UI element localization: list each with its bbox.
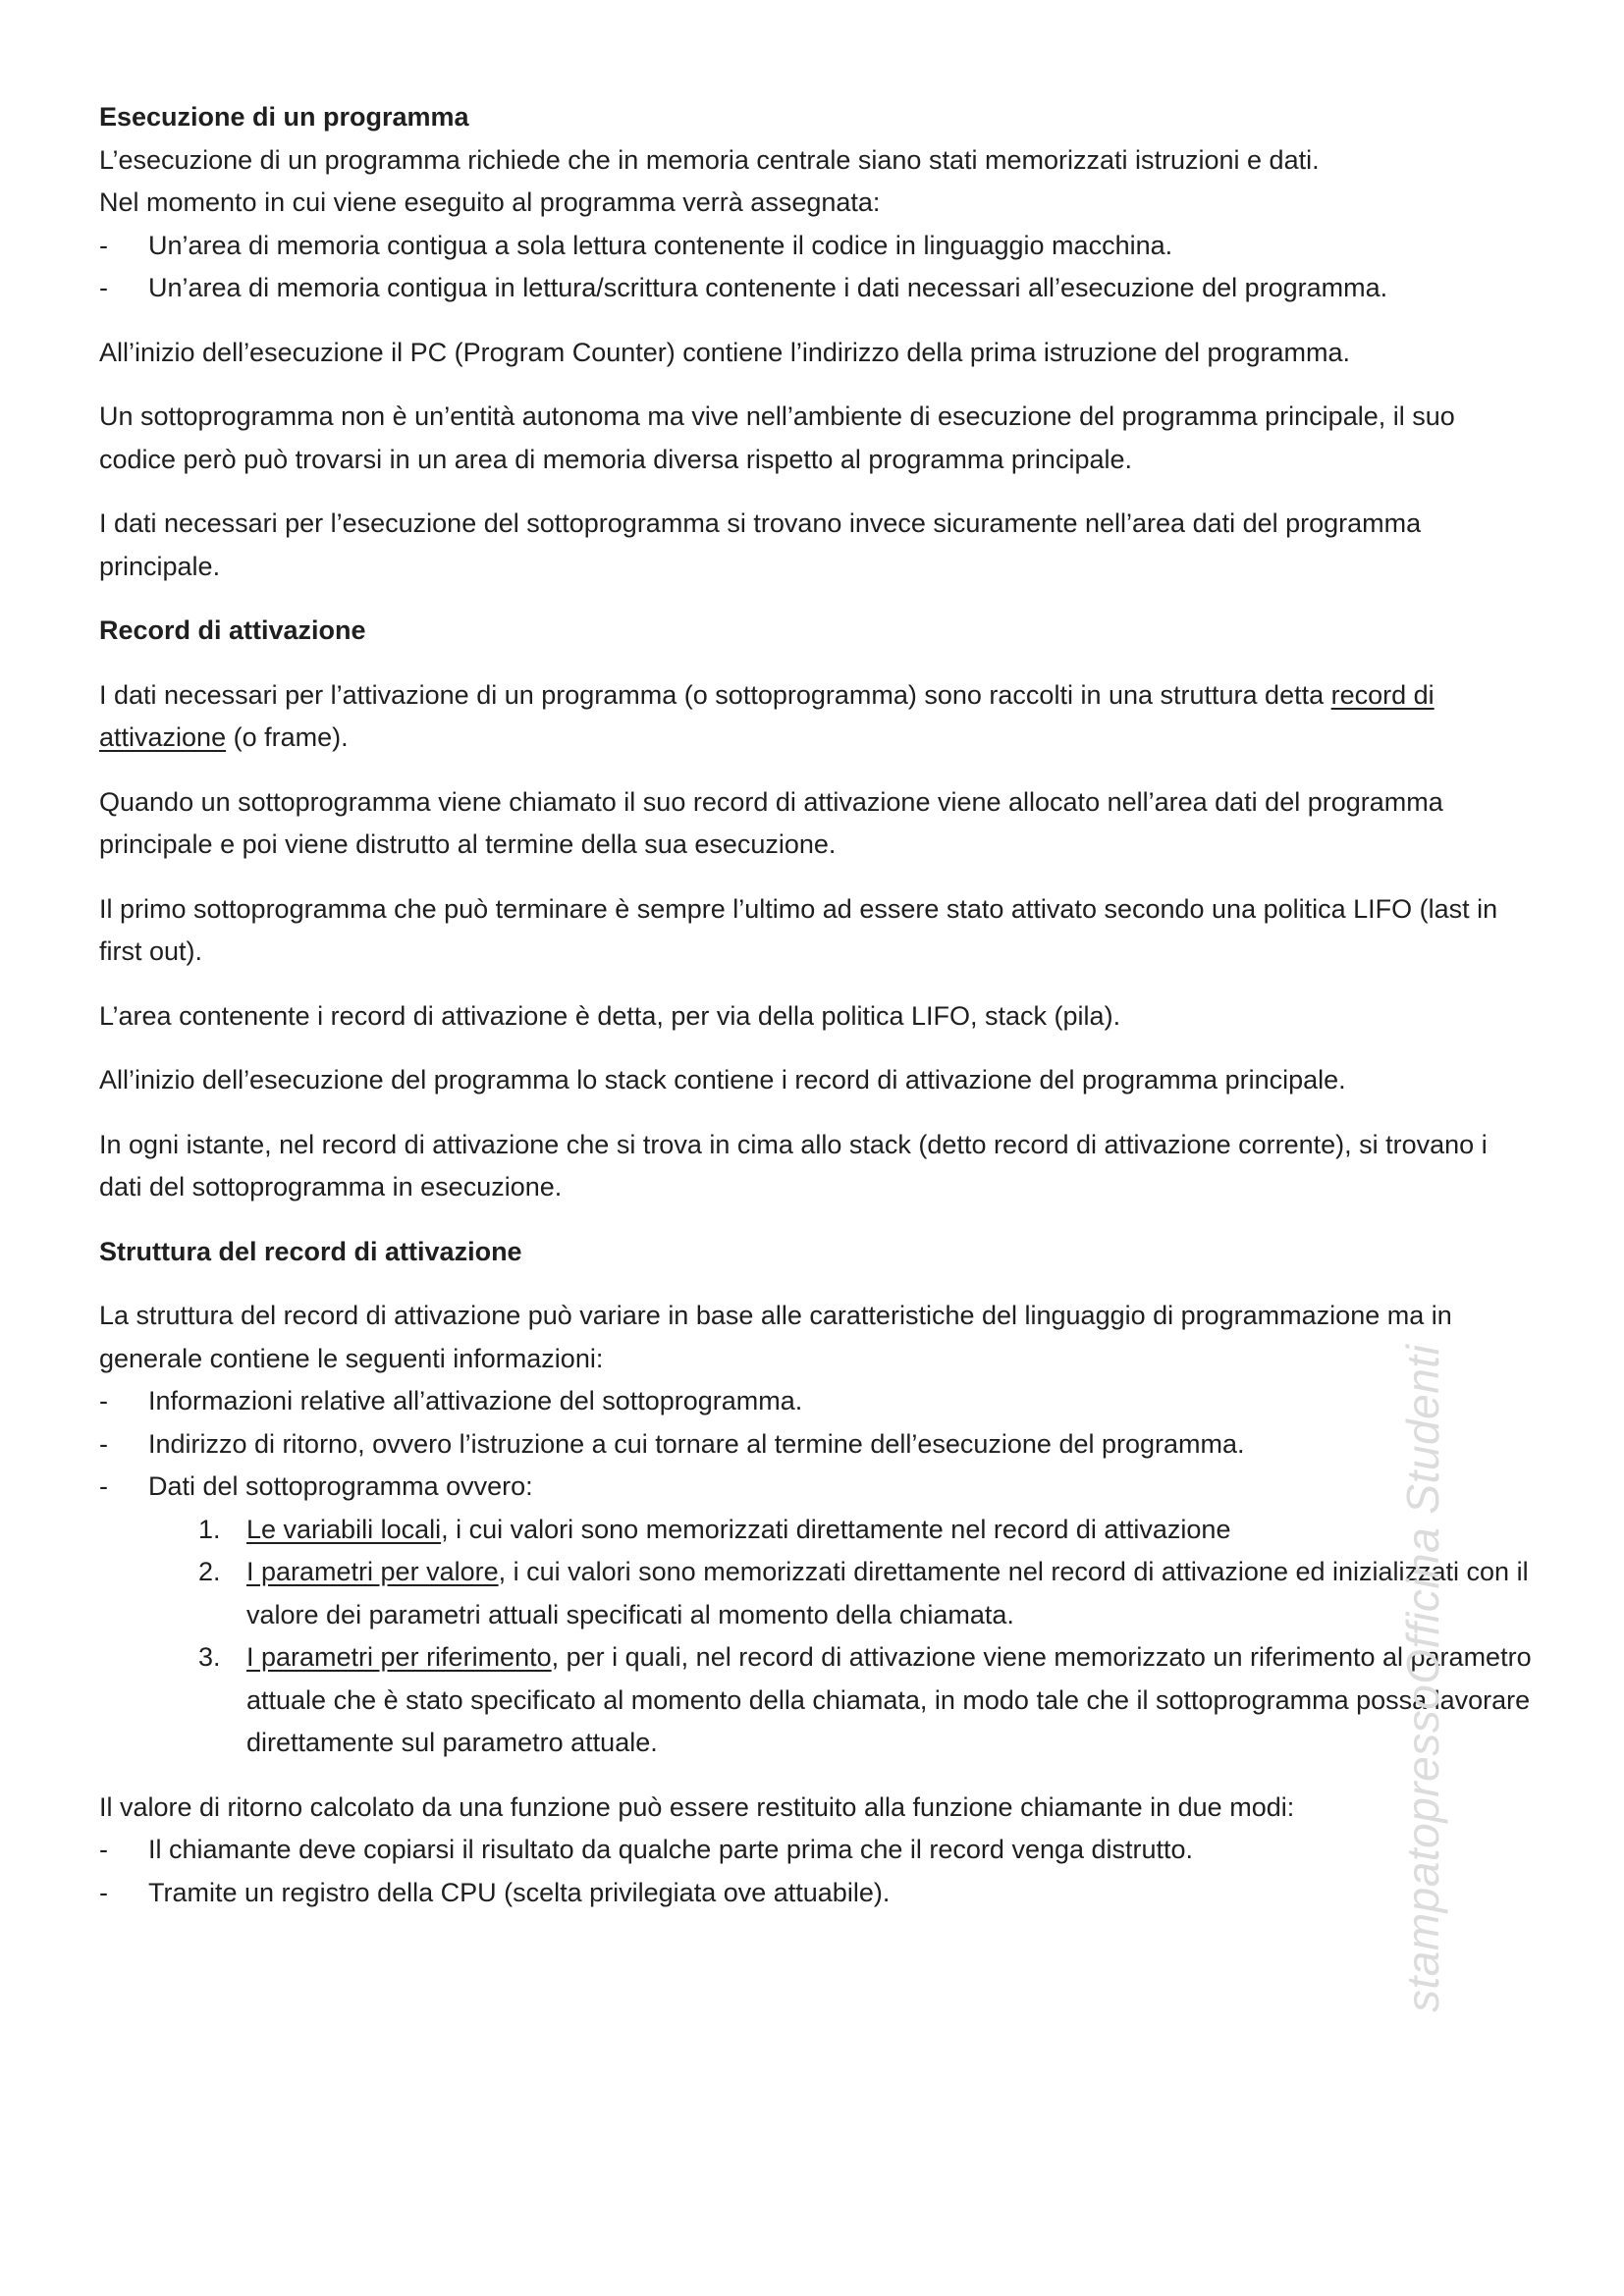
dash-list (99, 1380, 1533, 1509)
list-item: - Indirizzo di ritorno, ovvero l’istruzione a cui tornare al termine dell’esecuzione del programma. (99, 1423, 1533, 1467)
paragraph: L’esecuzione di un programma richiede che in memoria centrale siano stati memorizzati istruzioni e dati. (99, 144, 1320, 175)
paragraph: I dati necessari per l’esecuzione del sottoprogramma si trovano invece sicuramente nell’area dati del programma principale. (99, 508, 1422, 581)
list-item: - Il chiamante deve copiarsi il risultato da qualche parte prima che il record venga distrutto. (99, 1829, 1533, 1872)
underlined-term: I parametri per valore (246, 1557, 499, 1586)
text-run: I dati necessari per l’attivazione di un programma (o sottoprogramma) sono raccolti in una struttura detta (99, 679, 1331, 710)
section-title-struttura: Struttura del record di attivazione (99, 1236, 522, 1266)
numbered-item (99, 1636, 1533, 1765)
paragraph: All’inizio dell’esecuzione del programma lo stack contiene i record di attivazione del programma principale. (99, 1065, 1346, 1095)
list-item: - Tramite un registro della CPU (scelta privilegiata ove attuabile). (99, 1872, 1533, 1915)
numbered-item (99, 1551, 1533, 1636)
list-item: - Dati del sottoprogramma ovvero: (99, 1466, 1533, 1509)
document-body (99, 96, 1533, 1914)
paragraph: Nel momento in cui viene eseguito al programma verrà assegnata: (99, 187, 881, 217)
section-title-esecuzione: Esecuzione di un programma (99, 102, 469, 132)
text-run: (o frame). (226, 722, 349, 752)
watermark: stampatopressoOfficina Studenti (1397, 1344, 1448, 2012)
text-run: , i cui valori sono memorizzati direttamente nel record di attivazione (441, 1514, 1231, 1544)
list-item: - Informazioni relative all’attivazione del sottoprogramma. (99, 1380, 1533, 1423)
paragraph: In ogni istante, nel record di attivazione che si trova in cima allo stack (detto record di attivazione corrente), si trovano i dati del sottoprogramma in esecuzione. (99, 1129, 1488, 1201)
dash-list (99, 1829, 1533, 1914)
paragraph: Un sottoprogramma non è un’entità autonoma ma vive nell’ambiente di esecuzione del programma principale, il suo codice però può trovarsi in un area di memoria diversa rispetto al programma principale. (99, 401, 1455, 474)
section-title-record: Record di attivazione (99, 615, 366, 645)
text-run: , per i quali, nel record di attivazione viene memorizzato un riferimento al parametro attuale che è stato specificato al momento della chiamata, in modo tale che il sottoprogramma possa lavorare direttamente sul parametro attuale. (246, 1642, 1532, 1757)
list-item: - Un’area di memoria contigua in lettura/scrittura contenente i dati necessari all’esecuzione del programma. (99, 267, 1533, 310)
paragraph: Il primo sottoprogramma che può terminare è sempre l’ultimo ad essere stato attivato secondo una politica LIFO (last in first out). (99, 893, 1498, 966)
paragraph: Il valore di ritorno calcolato da una funzione può essere restituito alla funzione chiamante in due modi: (99, 1791, 1295, 1822)
dash-list (99, 225, 1533, 310)
paragraph: All’inizio dell’esecuzione il PC (Program Counter) contiene l’indirizzo della prima istruzione del programma. (99, 337, 1351, 367)
underlined-term: I parametri per riferimento (246, 1642, 552, 1672)
numbered-list (99, 1509, 1533, 1765)
paragraph: Quando un sottoprogramma viene chiamato il suo record di attivazione viene allocato nell’area dati del programma principale e poi viene distrutto al termine della sua esecuzione. (99, 786, 1443, 859)
paragraph (99, 674, 1533, 760)
item-number: 2. (198, 1557, 221, 1586)
numbered-item (99, 1509, 1533, 1552)
text-run: , i cui valori sono memorizzati direttamente nel record di attivazione ed inizializzati con il valore dei parametri attuali specificati al momento della chiamata. (246, 1557, 1529, 1629)
list-item: - Un’area di memoria contigua a sola lettura contenente il codice in linguaggio macchina. (99, 225, 1533, 268)
paragraph: La struttura del record di attivazione può variare in base alle caratteristiche del linguaggio di programmazione ma in generale contiene le seguenti informazioni: (99, 1301, 1452, 1373)
item-number: 1. (198, 1514, 221, 1544)
underlined-term: Le variabili locali (246, 1514, 442, 1544)
item-number: 3. (198, 1642, 221, 1672)
underlined-term: record di attivazione (99, 679, 1435, 752)
paragraph: L’area contenente i record di attivazione è detta, per via della politica LIFO, stack (pila). (99, 1000, 1121, 1031)
